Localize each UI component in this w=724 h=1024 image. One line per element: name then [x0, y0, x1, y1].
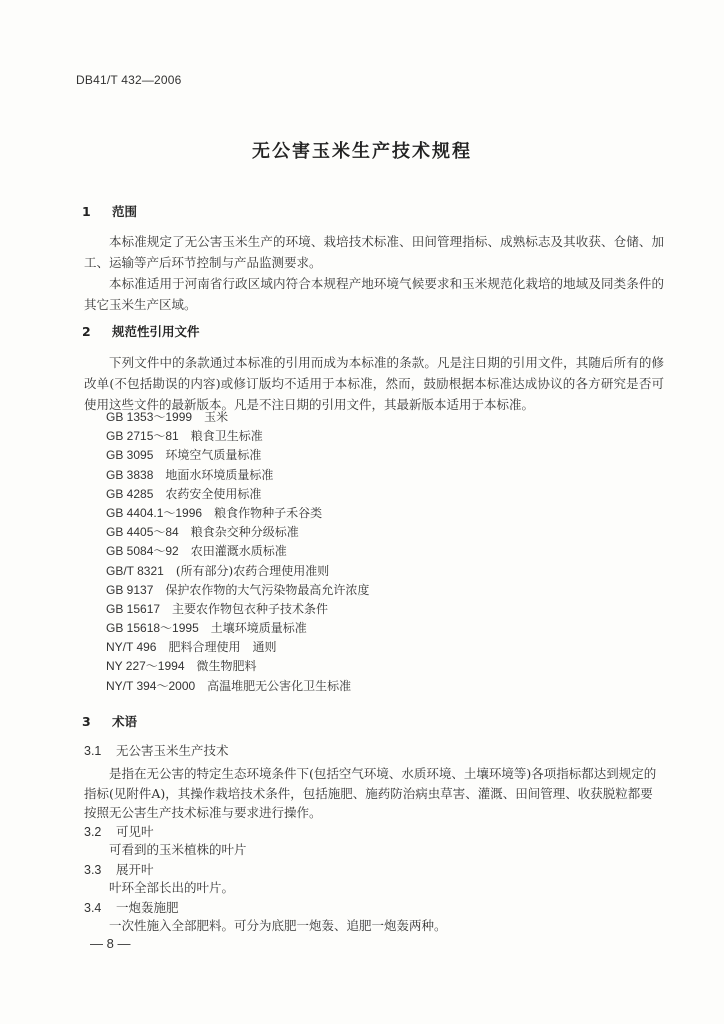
list-item [106, 427, 369, 446]
section-1-heading [82, 202, 137, 220]
reference-name: 地面水环境质量标准 [165, 467, 274, 482]
reference-code: GB 15618～1995 [106, 621, 199, 636]
reference-code: GB 9137 [106, 582, 154, 597]
reference-code: GB 4405～84 [106, 525, 179, 540]
term-number: 3.3 [84, 863, 102, 877]
term-name: 展开叶 [116, 862, 154, 877]
list-item [106, 677, 369, 696]
list-item [106, 446, 369, 465]
term-3-3-definition: 叶环全部长出的叶片。 [109, 880, 235, 895]
section-3-heading [82, 712, 137, 730]
standard-code: DB41/T 432—2006 [76, 73, 182, 87]
term-3-1-heading [84, 741, 229, 759]
reference-name: 农田灌溉水质标准 [190, 544, 287, 559]
section-2-heading [82, 322, 200, 340]
list-item [106, 562, 369, 581]
term-3-3-heading [84, 860, 154, 878]
term-3-1-definition: 是指在无公害的特定生态环境条件下(包括空气环境、水质环境、土壤环境等)各项指标都达到规定的指标(见附件A)，其操作栽培技术条件，包括施肥、施药防治病虫草害、灌溉、田间管理、收获脱粒都要按照无公害生产技术标准与要求进行操作。 [84, 766, 657, 820]
section-title: 规范性引用文件 [112, 324, 200, 339]
term-3-2-heading [84, 822, 154, 840]
list-item [106, 504, 369, 523]
reference-code: NY 227～1994 [106, 659, 185, 674]
reference-code: GB 5084～92 [106, 544, 179, 559]
term-3-2-definition: 可看到的玉米植株的叶片 [109, 842, 247, 857]
section-number: 3 [82, 714, 91, 729]
reference-name: 农药安全使用标准 [165, 486, 262, 501]
section-1-paragraph-2: 本标准适用于河南省行政区域内符合本规程产地环境气候要求和玉米规范化栽培的地域及同类条件的其它玉米生产区域。 [84, 276, 664, 312]
list-item [106, 657, 369, 676]
reference-name: 主要农作物包衣种子技术条件 [172, 601, 329, 616]
reference-code: GB 4285 [106, 486, 154, 501]
document-title: 无公害玉米生产技术规程 [252, 141, 472, 162]
section-number: 2 [82, 324, 91, 339]
section-title: 范围 [112, 204, 138, 219]
term-number: 3.1 [84, 744, 102, 758]
reference-name: 保护农作物的大气污染物最高允许浓度 [165, 582, 370, 597]
list-item [106, 600, 369, 619]
list-item [106, 485, 369, 504]
reference-name: 粮食杂交种分级标准 [190, 525, 299, 540]
reference-code: NY/T 394～2000 [106, 678, 196, 693]
list-item [106, 542, 369, 561]
section-2-paragraph: 下列文件中的条款通过本标准的引用而成为本标准的条款。凡是注日期的引用文件，其随后所有的修改单(不包括勘误的内容)或修订版均不适用于本标准，然而，鼓励根据本标准达成协议的各方研究是否可使用这些文件的最新版本。凡是不注日期的引用文件，其最新版本适用于本标准。 [84, 355, 664, 412]
reference-name: 粮食卫生标准 [190, 429, 263, 444]
section-1-paragraph-1: 本标准规定了无公害玉米生产的环境、栽培技术标准、田间管理指标、成熟标志及其收获、仓储、加工、运输等产后环节控制与产品监测要求。 [84, 234, 664, 270]
term-3-4-definition: 一次性施入全部肥料。可分为底肥一炮轰、追肥一炮轰两种。 [109, 918, 447, 933]
reference-code: GB 2715～81 [106, 429, 179, 444]
page-number: — 8 — [90, 936, 131, 951]
reference-code: GB 3095 [106, 448, 154, 463]
term-name: 可见叶 [116, 824, 154, 839]
term-3-4-heading [84, 898, 179, 916]
reference-name: 环境空气质量标准 [165, 448, 262, 463]
reference-code: GB 15617 [106, 601, 161, 616]
section-title: 术语 [112, 714, 138, 729]
reference-code: NY/T 496 [106, 640, 157, 655]
reference-name: 高温堆肥无公害化卫生标准 [207, 678, 352, 693]
section-number: 1 [82, 204, 91, 219]
reference-name: 肥料合理使用 通则 [168, 640, 277, 655]
reference-name: (所有部分)农药合理使用准则 [175, 563, 330, 578]
reference-code: GB 3838 [106, 467, 154, 482]
term-name: 一炮轰施肥 [116, 900, 179, 915]
reference-name: 粮食作物种子禾谷类 [214, 505, 323, 520]
list-item [106, 638, 369, 657]
reference-name: 玉米 [204, 410, 229, 424]
term-number: 3.2 [84, 825, 102, 839]
list-item [106, 466, 369, 485]
reference-name: 微生物肥料 [196, 659, 257, 674]
reference-code: GB 1353～1999 [106, 410, 193, 424]
list-item [106, 408, 369, 427]
term-name: 无公害玉米生产技术 [116, 743, 229, 758]
reference-list [106, 408, 369, 696]
term-number: 3.4 [84, 901, 102, 915]
reference-code: GB 4404.1～1996 [106, 505, 203, 520]
reference-code: GB/T 8321 [106, 563, 164, 578]
list-item [106, 523, 369, 542]
list-item [106, 581, 369, 600]
list-item [106, 619, 369, 638]
reference-name: 土壤环境质量标准 [210, 621, 307, 636]
